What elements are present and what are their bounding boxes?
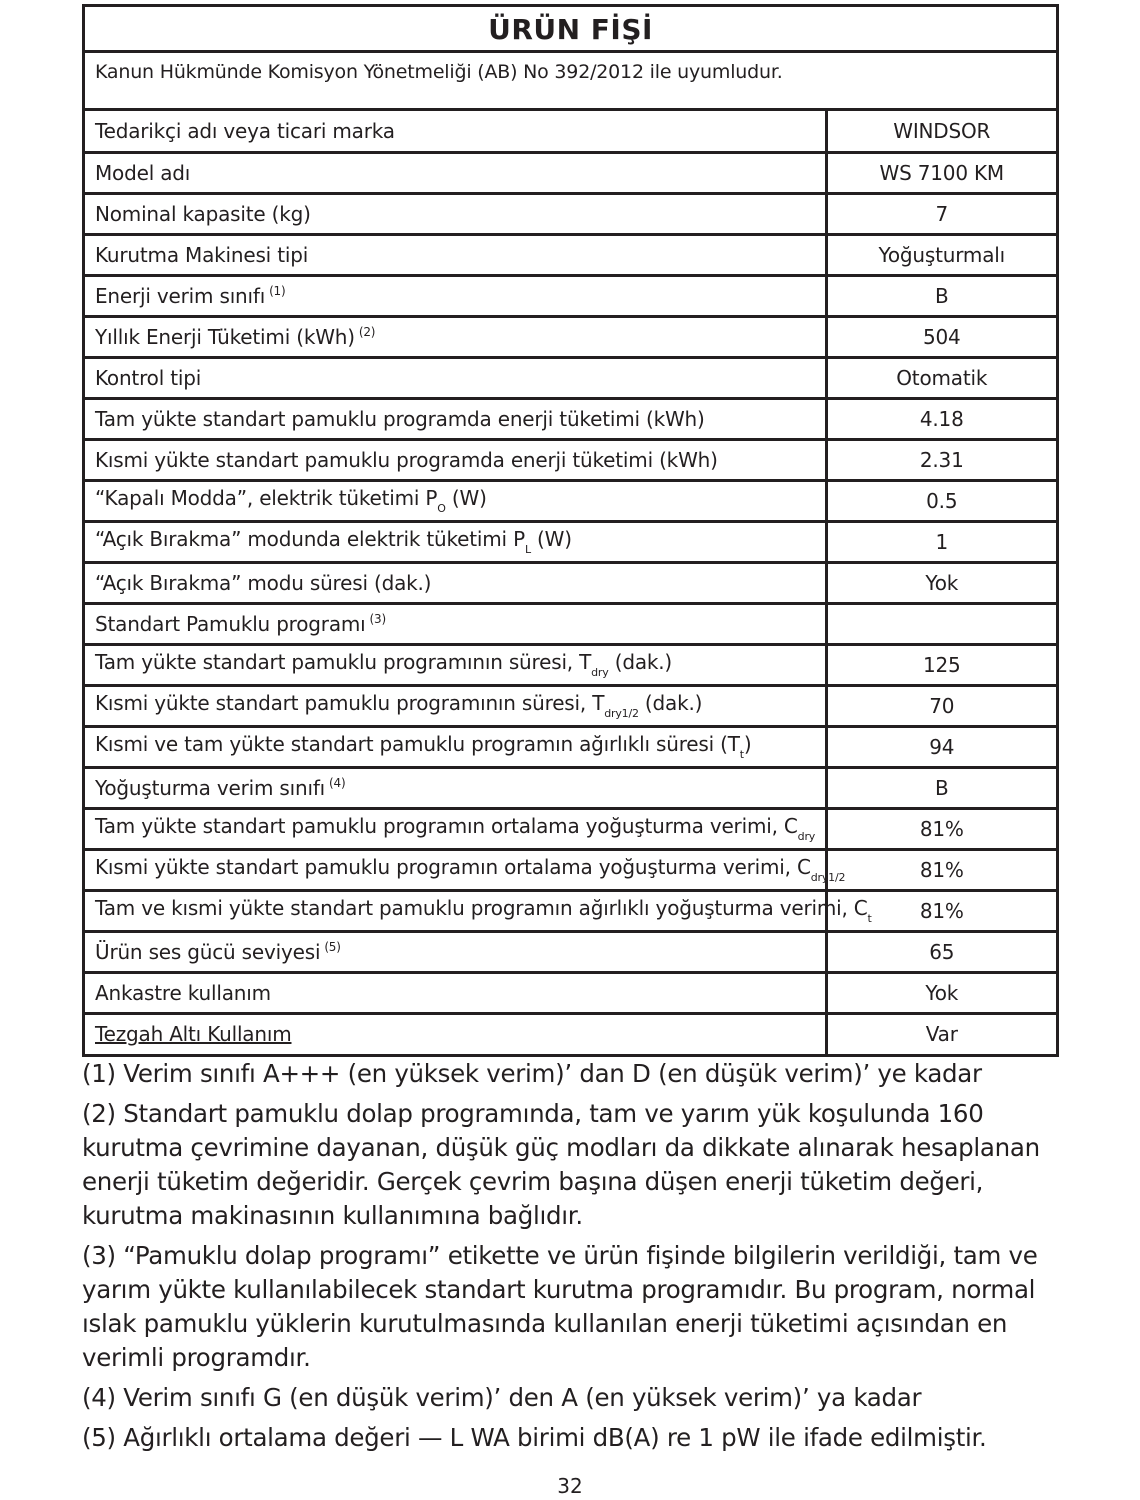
spec-label-suffix: (W) — [445, 486, 487, 510]
spec-label-text — [95, 650, 673, 679]
spec-value: B — [826, 275, 1056, 316]
spec-label-text — [95, 284, 285, 308]
spec-label — [85, 808, 826, 849]
spec-label-main: Kontrol tipi — [95, 365, 202, 390]
spec-value: 94 — [826, 726, 1056, 767]
spec-value: 2.31 — [826, 439, 1056, 480]
spec-label-subscript: O — [437, 502, 446, 515]
spec-label-text — [95, 119, 395, 143]
spec-value — [826, 603, 1056, 644]
spec-label — [85, 316, 826, 357]
spec-label-main: Tezgah Altı Kullanım — [95, 1022, 292, 1047]
spec-label-subscript: dry — [591, 666, 609, 679]
spec-label — [85, 111, 826, 152]
spec-label-text — [95, 366, 201, 390]
spec-value: 70 — [826, 685, 1056, 726]
spec-label-text — [95, 243, 308, 267]
spec-label-text — [95, 612, 386, 636]
spec-label-main: Tam yükte standart pamuklu programın ortalama yoğuşturma verimi, C — [95, 814, 798, 838]
spec-label-main: Nominal kapasite (kg) — [95, 201, 311, 226]
spec-label — [85, 521, 826, 562]
footnote-ref: (2) — [358, 324, 376, 339]
spec-row — [85, 931, 1056, 972]
spec-label — [85, 726, 826, 767]
spec-label — [85, 890, 872, 931]
spec-row — [85, 152, 1056, 193]
spec-label — [85, 275, 826, 316]
spec-label — [85, 439, 826, 480]
footnote-ref: (1) — [269, 283, 286, 298]
spec-label-text — [95, 202, 311, 226]
spec-row — [85, 644, 1056, 685]
spec-row — [85, 398, 1056, 439]
spec-row — [85, 521, 1056, 562]
spec-label-subscript: dry1/2 — [604, 707, 639, 720]
spec-label-main: Ürün ses gücü seviyesi — [95, 939, 321, 964]
spec-value: 81% — [826, 890, 1056, 931]
spec-label-main: Kurutma Makinesi tipi — [95, 242, 309, 267]
spec-label-main: Kısmi yükte standart pamuklu programda enerji tüketimi (kWh) — [95, 447, 718, 472]
spec-row — [85, 480, 1056, 521]
spec-label-main: “Kapalı Modda”, elektrik tüketimi P — [95, 486, 438, 510]
spec-value: WINDSOR — [826, 111, 1056, 152]
spec-label — [85, 152, 826, 193]
spec-value: 65 — [826, 931, 1056, 972]
spec-label-main: Kısmi yükte standart pamuklu programının süresi, T — [95, 691, 605, 715]
spec-row — [85, 316, 1056, 357]
spec-label-subscript: L — [524, 543, 531, 556]
spec-row — [85, 193, 1056, 234]
spec-label-text — [95, 527, 572, 556]
spec-row — [85, 808, 1056, 849]
footnote-ref: (3) — [369, 611, 386, 626]
footnote-ref: (5) — [324, 939, 341, 954]
spec-label — [85, 644, 826, 685]
spec-label-main: Yıllık Enerji Tüketimi (kWh) — [95, 324, 355, 349]
spec-label — [85, 562, 826, 603]
footnote: (4) Verim sınıfı G (en düşük verim)’ den A (en yüksek verim)’ ya kadar — [82, 1383, 922, 1412]
spec-label — [85, 767, 826, 808]
footnote-ref: (4) — [329, 775, 346, 790]
page-number: 32 — [557, 1474, 583, 1498]
spec-row — [85, 111, 1056, 152]
spec-row — [85, 726, 1056, 767]
spec-row — [85, 1013, 1056, 1054]
spec-label-main: “Açık Bırakma” modunda elektrik tüketimi P — [95, 527, 525, 551]
spec-label-main: Tam yükte standart pamuklu programda enerji tüketimi (kWh) — [95, 406, 705, 431]
spec-label-suffix: (dak.) — [638, 691, 703, 715]
spec-label — [85, 398, 826, 439]
regulation-note: Kanun Hükmünde Komisyon Yönetmeliği (AB) No 392/2012 ile uyumludur. — [85, 53, 1056, 111]
spec-label-text — [95, 896, 872, 925]
spec-value: B — [826, 767, 1056, 808]
spec-row — [85, 767, 1056, 808]
specs-table-body — [85, 111, 1056, 1054]
spec-label — [85, 849, 846, 890]
spec-label-main: Kısmi yükte standart pamuklu programın ortalama yoğuşturma verimi, C — [95, 855, 811, 879]
specs-table — [85, 111, 1056, 1054]
spec-label-main: Enerji verim sınıfı — [95, 283, 266, 308]
spec-label — [85, 603, 826, 644]
spec-label-main: Tedarikçi adı veya ticari marka — [95, 118, 395, 143]
spec-value: 81% — [826, 849, 1056, 890]
spec-label — [85, 685, 826, 726]
spec-label — [85, 972, 826, 1013]
spec-label-text — [95, 691, 703, 720]
spec-label-text — [95, 161, 190, 185]
spec-label-main: Model adı — [95, 160, 191, 185]
spec-value: Otomatik — [826, 357, 1056, 398]
spec-value: 7 — [826, 193, 1056, 234]
spec-label-text — [95, 1022, 291, 1046]
spec-label — [85, 193, 826, 234]
spec-value: Yok — [826, 972, 1056, 1013]
spec-label-text — [95, 940, 341, 964]
spec-row — [85, 357, 1056, 398]
spec-label-main: Standart Pamuklu programı — [95, 611, 366, 636]
spec-label — [85, 357, 826, 398]
spec-row — [85, 890, 1056, 931]
spec-label-main: Kısmi ve tam yükte standart pamuklu programın ağırlıklı süresi (T — [95, 732, 740, 756]
spec-label-text — [95, 981, 271, 1005]
spec-label — [85, 931, 826, 972]
spec-value: Var — [925, 1022, 958, 1047]
spec-label — [85, 480, 826, 521]
spec-label-suffix: (W) — [530, 527, 572, 551]
product-fiche — [82, 4, 1059, 1057]
spec-label-text — [95, 407, 705, 431]
spec-label — [85, 234, 826, 275]
spec-value: Yok — [826, 562, 1056, 603]
sheet-title: ÜRÜN FİŞİ — [85, 7, 1056, 53]
spec-label-text — [95, 486, 487, 515]
spec-value: Yoğuşturmalı — [826, 234, 1056, 275]
spec-row — [85, 685, 1056, 726]
spec-row — [85, 603, 1056, 644]
spec-label-main: Ankastre kullanım — [95, 980, 271, 1005]
spec-label-main: Yoğuşturma verim sınıfı — [95, 775, 326, 800]
spec-value: 125 — [826, 644, 1056, 685]
spec-label-text — [95, 448, 718, 472]
spec-label-text — [95, 325, 375, 349]
spec-row — [85, 972, 1056, 1013]
spec-label-suffix: ) — [743, 732, 752, 756]
spec-label-text — [95, 732, 752, 761]
spec-value: 4.18 — [826, 398, 1056, 439]
spec-label-text — [95, 776, 345, 800]
spec-row — [85, 275, 1056, 316]
spec-label-subscript: t — [739, 748, 744, 761]
spec-label — [85, 1013, 826, 1054]
spec-row — [85, 562, 1056, 603]
spec-row — [85, 439, 1056, 480]
spec-value: 81% — [826, 808, 1056, 849]
spec-value: 1 — [826, 521, 1056, 562]
spec-row — [85, 849, 1056, 890]
spec-label-subscript: dry1/2 — [810, 871, 846, 884]
footnote: (1) Verim sınıfı A+++ (en yüksek verim)’ dan D (en düşük verim)’ ye kadar — [82, 1059, 982, 1088]
spec-label-subscript: t — [867, 912, 872, 925]
spec-label-main: Tam ve kısmi yükte standart pamuklu programın ağırlıklı yoğuşturma verimi, C — [95, 896, 868, 920]
spec-value: WS 7100 KM — [826, 152, 1056, 193]
spec-label-suffix: (dak.) — [608, 650, 673, 674]
footnotes — [82, 1057, 1062, 1461]
spec-label-text — [95, 814, 816, 843]
spec-label-text — [95, 855, 846, 884]
footnote: (2) Standart pamuklu dolap programında, tam ve yarım yük koşulunda 160 kurutma çevrimine dayanan, düşük güç modları da dikkate alınarak hesaplanan enerji tüketim değeridir. Gerçek çevrim başına düşen enerji tüketim değeri, kurutma makinasının kullanımına bağlıdır. — [82, 1099, 1040, 1230]
spec-label-main: Tam yükte standart pamuklu programının süresi, T — [95, 650, 592, 674]
footnote: (3) “Pamuklu dolap programı” etikette ve ürün fişinde bilgilerin verildiği, tam ve yarım yükte kullanılabilecek standart kurutma programıdır. Bu program, normal ıslak pamuklu yüklerin kurutulmasında kullanılan enerji tüketimi açısından en verimli programdır. — [82, 1241, 1038, 1372]
spec-label-subscript: dry — [797, 830, 816, 843]
spec-row — [85, 234, 1056, 275]
spec-label-text — [95, 571, 431, 595]
footnote: (5) Ağırlıklı ortalama değeri — L WA birimi dB(A) re 1 pW ile ifade edilmiştir. — [82, 1423, 987, 1452]
spec-value: 504 — [826, 316, 1056, 357]
spec-label-main: “Açık Bırakma” modu süresi (dak.) — [95, 570, 432, 595]
spec-value: 0.5 — [826, 480, 1056, 521]
